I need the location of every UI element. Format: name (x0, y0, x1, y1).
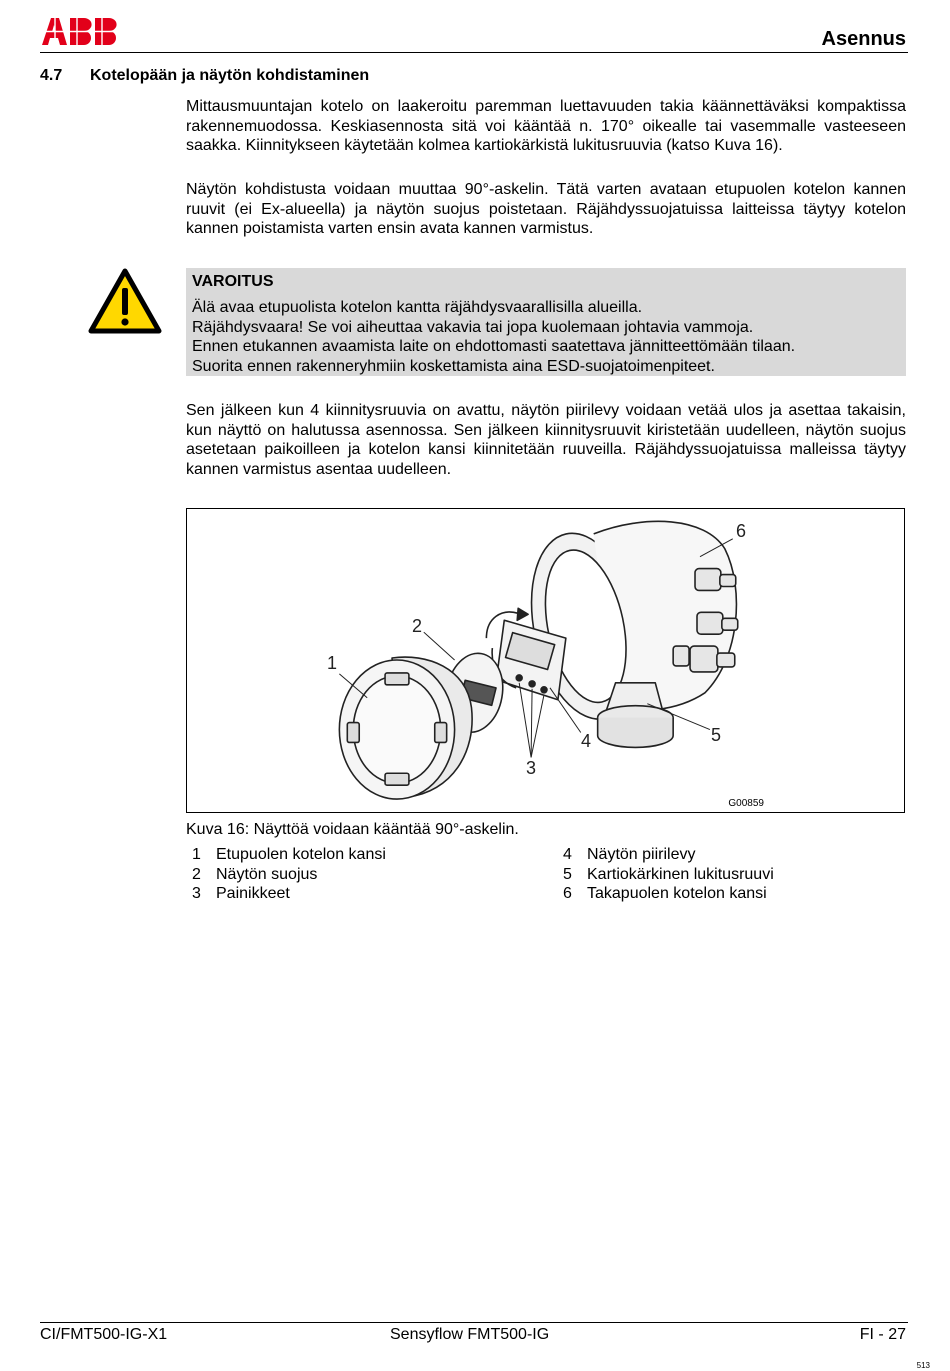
legend-text: Painikkeet (216, 885, 290, 903)
warning-line: Suorita ennen rakenneryhmiin koskettamista aina ESD-suojatoimenpiteet. (192, 357, 715, 375)
warning-title: VAROITUS (192, 273, 274, 290)
legend-item (563, 884, 774, 904)
footer-divider (40, 1322, 908, 1323)
chapter-title: Asennus (821, 28, 906, 50)
section-number: 4.7 (40, 67, 63, 84)
legend-text: Näytön piirilevy (587, 846, 696, 863)
paragraph-housing-rotation: Mittausmuuntajan kotelo on laakeroitu paremman luettavuuden takia käännettäväksi kompaktissa rakennemuodossa. Keskiasennosta sitä voi kääntää n. 170° oikealle tai vasemmalle vasteeseen saakka. Kiinnitykseen käytetään kolmea kartiokärkistä lukitusruuvia (katso Kuva 16). (186, 98, 906, 155)
sheet-number: 513 (916, 1361, 930, 1370)
legend-item (563, 865, 774, 885)
paragraph-display-alignment: Näytön kohdistusta voidaan muuttaa 90°-askelin. Tätä varten avataan etupuolen kotelon kannen ruuvit (ei Ex-alueella) ja näytön suojus poistetaan. Räjähdyssuojatuissa laitteissa täytyy kotelon kannen poistamista varten ensin avata kannen varmistus. (186, 181, 906, 238)
legend-item (192, 865, 386, 885)
figure-caption: Kuva 16: Näyttöä voidaan kääntää 90°-askelin. (186, 821, 519, 838)
legend-text: Takapuolen kotelon kansi (587, 885, 767, 903)
section-title: Kotelopään ja näytön kohdistaminen (90, 67, 370, 84)
transmitter-drawing (187, 509, 904, 812)
figure-exploded-view (186, 508, 905, 813)
warning-line: Ennen etukannen avaamista laite on ehdottomasti saatettava jännitteettömään tilaan. (192, 338, 796, 356)
product-name: Sensyflow FMT500-IG (390, 1326, 550, 1343)
warning-line: Räjähdysvaara! Se voi aiheuttaa vakavia tai jopa kuolemaan johtavia vammoja. (192, 318, 754, 336)
abb-logo (40, 16, 120, 46)
legend-number: 1 (192, 846, 201, 863)
paragraph-reassembly: Sen jälkeen kun 4 kiinnitysruuvia on avattu, näytön piirilevy voidaan vetää ulos ja asettaa takaisin, kun näyttö on halutussa asennossa. Sen jälkeen kiinnitysruuvit kiristetään uudelleen, näytön suojus asetetaan paikoilleen ja kotelon kansi kiinnitetään ruuveilla. Räjähdyssuojatuissa malleissa täytyy kannen varmistus asentaa uudelleen. (186, 402, 906, 478)
legend-number: 4 (563, 846, 572, 863)
document-id: CI/FMT500-IG-X1 (40, 1326, 168, 1343)
legend-number: 3 (192, 885, 201, 903)
callout-3: 3 (526, 758, 537, 778)
legend-left (192, 845, 386, 904)
legend-text: Kartiokärkinen lukitusruuvi (587, 865, 774, 883)
header-divider (40, 52, 908, 53)
warning-line: Älä avaa etupuolista kotelon kantta räjähdysvaarallisilla alueilla. (192, 299, 643, 316)
legend-right (563, 845, 774, 904)
legend-text: Näytön suojus (216, 865, 318, 883)
legend-text: Etupuolen kotelon kansi (216, 846, 386, 863)
figure-code: G00859 (728, 798, 764, 809)
callout-2: 2 (412, 616, 423, 636)
callout-1: 1 (327, 653, 338, 673)
callout-5: 5 (711, 725, 722, 745)
legend-item (563, 845, 774, 865)
callout-4: 4 (581, 731, 592, 751)
page-number: FI - 27 (859, 1326, 906, 1343)
legend-number: 6 (563, 885, 572, 903)
legend-number: 2 (192, 865, 201, 883)
warning-triangle-icon (88, 268, 162, 334)
legend-item (192, 884, 386, 904)
callout-6: 6 (736, 521, 747, 541)
warning-text (192, 298, 795, 376)
legend-number: 5 (563, 865, 572, 883)
legend-item (192, 845, 386, 865)
